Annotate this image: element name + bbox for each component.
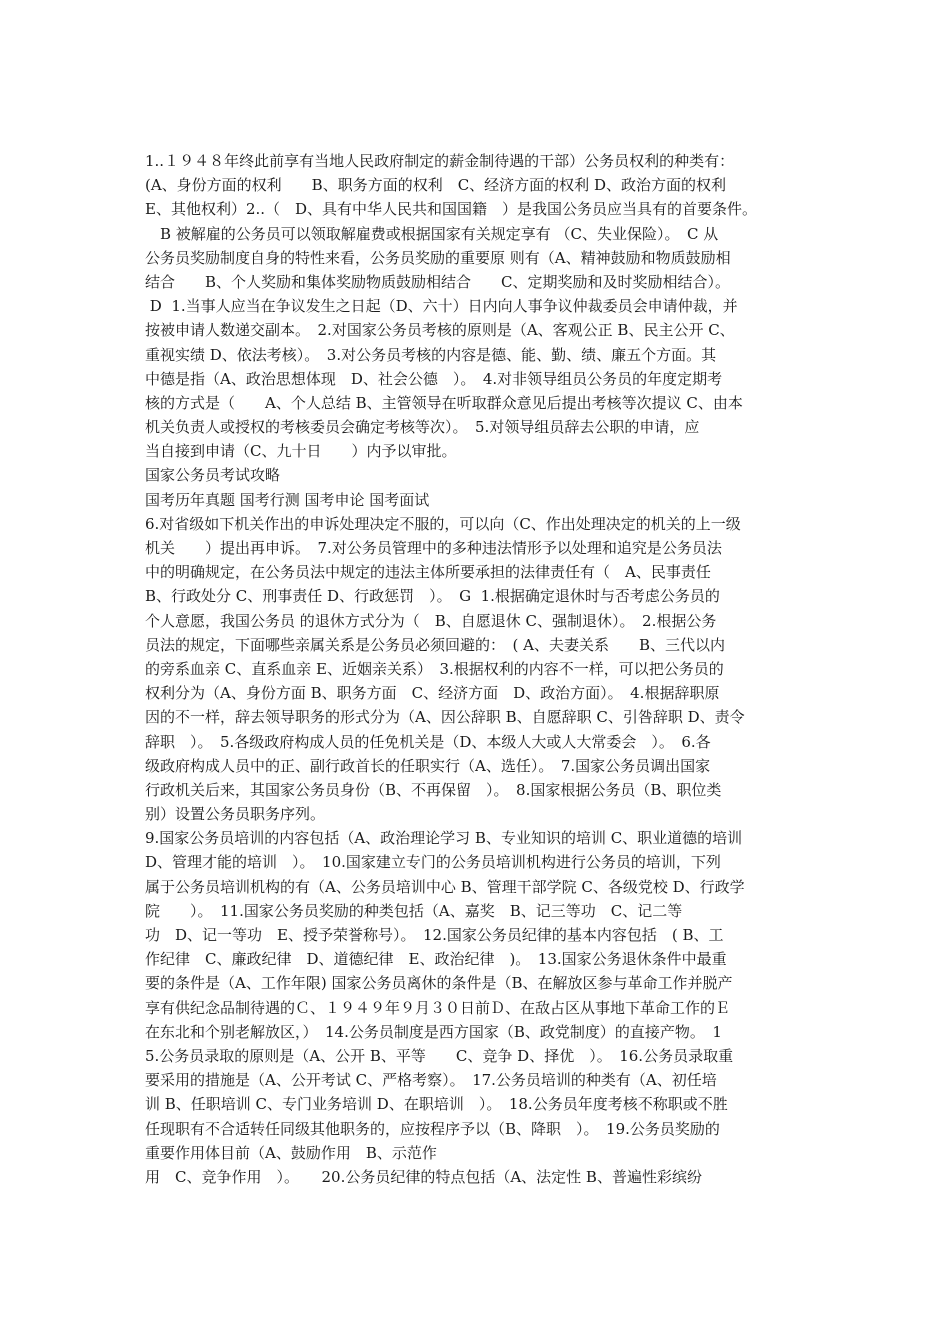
text-line: 功 D、记一等功 E、授予荣誉称号）。 12.国家公务员纪律的基本内容包括 ( B、工 bbox=[145, 926, 724, 944]
text-line: 级政府构成人员中的正、副行政首长的任职实行（A、选任）。 7.国家公务员调出国家 bbox=[145, 756, 711, 775]
text-line: 9.国家公务员培训的内容包括（A、政治理论学习 B、专业知识的培训 C、职业道德的培训 bbox=[145, 829, 743, 848]
text-line: 训 B、任职培训 C、专门业务培训 D、在职培训 ）。 18.公务员年度考核不称职或不胜 bbox=[145, 1095, 728, 1114]
text-line: 院 ）。 11.国家公务员奖励的种类包括（A、嘉奖 B、记三等功 C、记二等 bbox=[145, 901, 683, 920]
text-line: 别）设置公务员职务序列。 bbox=[145, 805, 326, 824]
text-line: 享有供纪念品制待遇的Ｃ、１９４９年９月３０日前Ｄ、在敌占区从事地下革命工作的Ｅ bbox=[145, 998, 731, 1017]
text-line: 权利分为（A、身份方面 B、职务方面 C、经济方面 D、政治方面）。 4.根据辞职原 bbox=[145, 684, 720, 703]
text-line: 行政机关后来，其国家公务员身份（B、不再保留 ）。 8.国家根据公务员（B、职位类 bbox=[145, 780, 722, 799]
text-line: 中德是指（A、政治思想体现 D、社会公德 ）。 4.对非领导组员公务员的年度定期考 bbox=[145, 369, 723, 388]
text-line: 任现职有不合适转任同级其他职务的，应按程序予以（B、降职 ）。 19.公务员奖励的 bbox=[145, 1119, 720, 1138]
text-line: 中的明确规定，在公务员法中规定的违法主体所要承担的法律责任有（ A、民事责任 bbox=[145, 563, 711, 582]
text-line: 核的方式是（ A、个人总结 B、主管领导在听取群众意见后提出考核等次提议 C、由本 bbox=[145, 393, 743, 412]
text-line: B 被解雇的公务员可以领取解雇费或根据国家有关规定享有 （C、失业保险）。 C 从 bbox=[145, 224, 719, 243]
text-line: 的旁系血亲 C、直系血亲 E、近姻亲关系） 3.根据权利的内容不一样，可以把公务员的 bbox=[145, 659, 724, 678]
text-line: 要的条件是（A、工作年限) 国家公务员离休的条件是（B、在解放区参与革命工作并脱产 bbox=[145, 974, 733, 993]
text-line: 辞职 ）。 5.各级政府构成人员的任免机关是（D、本级人大或人大常委会 ）。 6.各 bbox=[145, 732, 711, 751]
text-line: (A、身份方面的权利 B、职务方面的权利 C、经济方面的权利 D、政治方面的权利 bbox=[145, 176, 726, 195]
text-line: D 1.当事人应当在争议发生之日起（D、六十）日内向人事争议仲裁委员会申请仲裁，并 bbox=[145, 297, 738, 316]
text-line: 结合 B、个人奖励和集体奖励物质鼓励相结合 C、定期奖励和及时奖励相结合）。 bbox=[145, 272, 731, 291]
text-line: 5.公务员录取的原则是（A、公开 B、平等 C、竞争 D、择优 ）。 16.公务员录取重 bbox=[145, 1046, 734, 1065]
text-line: 因的不一样，辞去领导职务的形式分为（A、因公辞职 B、自愿辞职 C、引咎辞职 D、责令 bbox=[145, 708, 745, 727]
text-line: 国考历年真题 国考行测 国考申论 国考面试 bbox=[145, 490, 430, 509]
text-line: B、行政处分 C、刑事责任 D、行政惩罚 ）。 G 1.根据确定退休时与否考虑公务员的 bbox=[145, 587, 720, 606]
text-line: 机关负责人或授权的考核委员会确定考核等次）。 5.对领导组员辞去公职的申请，应 bbox=[145, 418, 700, 437]
text-line: 公务员奖励制度自身的特性来看，公务员奖励的重要原 则有（A、精神鼓励和物质鼓励相 bbox=[145, 248, 731, 267]
text-line: 个人意愿，我国公务员 的退休方式分为（ B、自愿退休 C、强制退休）。 2.根据公务 bbox=[145, 611, 717, 630]
text-line: 用 C、竞争作用 ）。 20.公务员纪律的特点包括（A、法定性 B、普遍性彩缤纷 bbox=[145, 1167, 702, 1186]
text-line: D、管理才能的培训 ）。 10.国家建立专门的公务员培训机构进行公务员的培训，下列 bbox=[145, 853, 721, 872]
text-line: 要采用的措施是（A、公开考试 C、严格考察）。 17.公务员培训的种类有（A、初任培 bbox=[145, 1071, 717, 1090]
text-line: 按被申请人数递交副本。 2.对国家公务员考核的原则是（A、客观公正 B、民主公开 C、 bbox=[145, 321, 735, 340]
text-line: 6.对省级如下机关作出的申诉处理决定不服的，可以向（C、作出处理决定的机关的上一级 bbox=[145, 514, 741, 533]
text-line: 在东北和个别老解放区，） 14.公务员制度是西方国家（B、政党制度）的直接产物。 1 bbox=[145, 1022, 722, 1041]
text-line: E、其他权利）2..（ D、具有中华人民共和国国籍 ）是我国公务员应当具有的首要条件。 bbox=[145, 200, 758, 219]
text-line: 当自接到申请（C、九十日 ）内予以审批。 bbox=[145, 442, 457, 461]
text-line: 国家公务员考试攻略 bbox=[145, 466, 281, 485]
text-line: 重视实绩 D、依法考核）。 3.对公务员考核的内容是德、能、勤、绩、廉五个方面。其 bbox=[145, 345, 717, 364]
document-body bbox=[145, 149, 815, 1189]
text-line: 属于公务员培训机构的有（A、公务员培训中心 B、管理干部学院 C、各级党校 D、行政学 bbox=[145, 877, 745, 896]
text-line: 作纪律 C、廉政纪律 D、道德纪律 E、政治纪律 )。 13.国家公务退休条件中最重 bbox=[145, 950, 727, 969]
text-line: 1..１９４８年终此前享有当地人民政府制定的薪金制待遇的干部）公务员权利的种类有： bbox=[145, 152, 735, 170]
text-line: 重要作用体目前（A、鼓励作用 B、示范作 bbox=[145, 1143, 437, 1162]
text-line: 机关 ）提出再申诉。 7.对公务员管理中的多种违法情形予以处理和追究是公务员法 bbox=[145, 539, 722, 557]
text-line: 员法的规定，下面哪些亲属关系是公务员必须回避的： ( A、夫妻关系 B、三代以内 bbox=[145, 635, 725, 654]
